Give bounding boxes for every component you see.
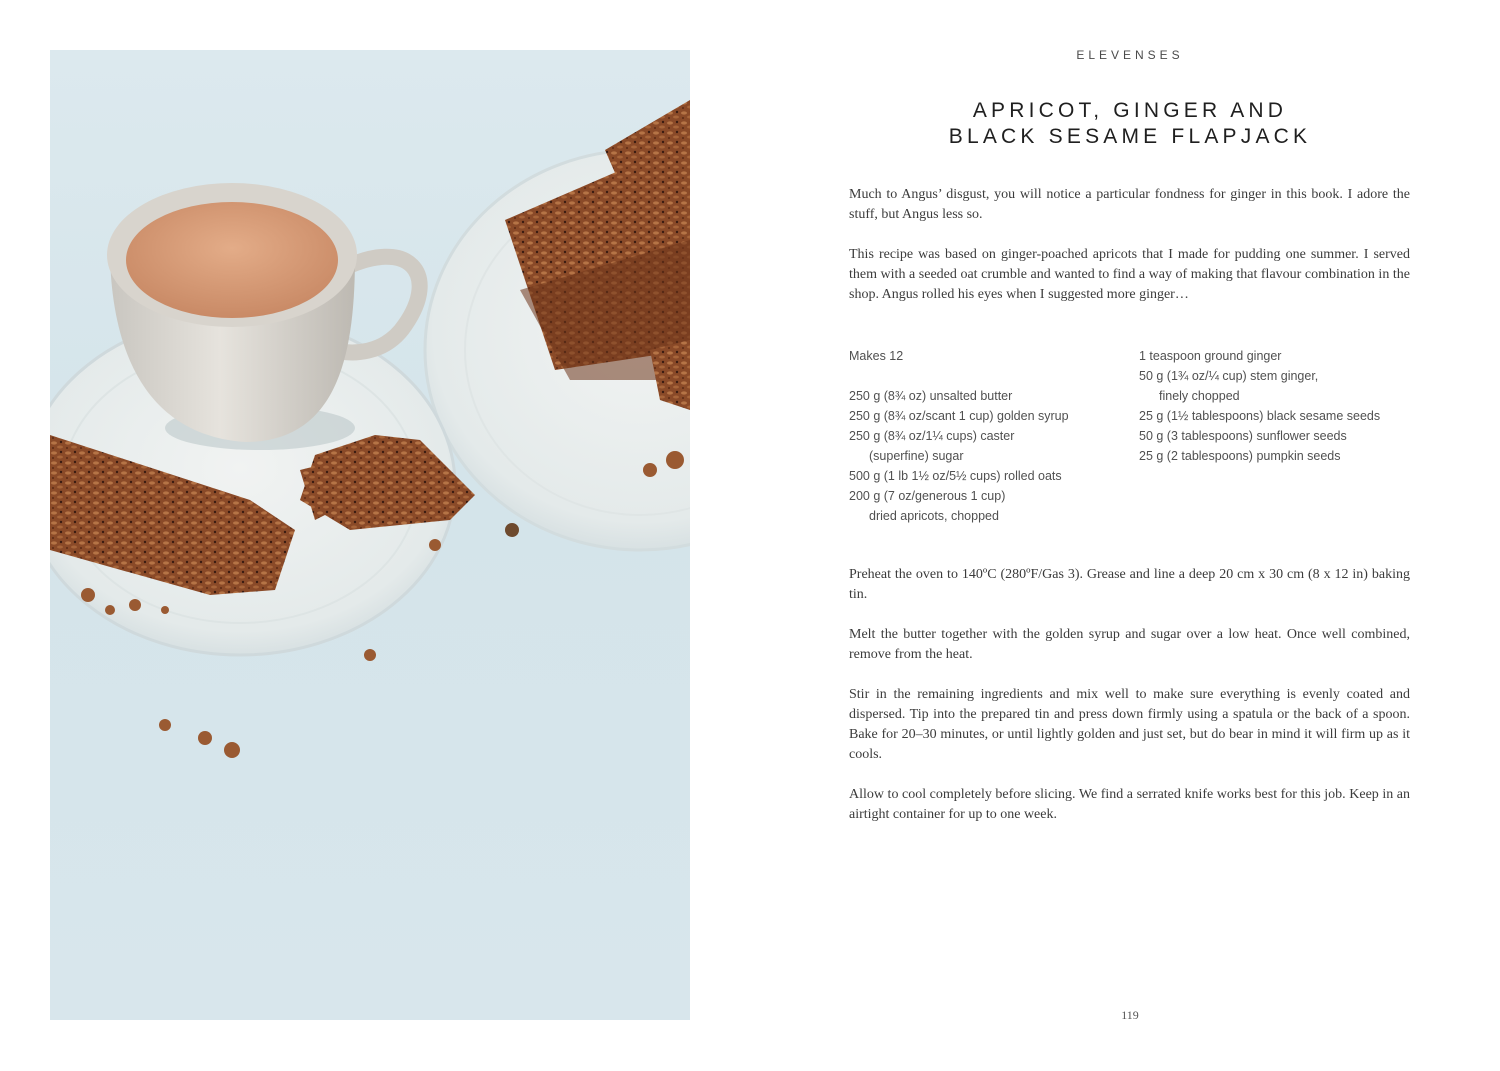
ingredient-line: 500 g (1 lb 1½ oz/5½ cups) rolled oats [849,469,1062,483]
ingredient-line: 250 g (8¾ oz) unsalted butter [849,389,1013,403]
ingredient-line: 200 g (7 oz/generous 1 cup) [849,489,1006,503]
recipe-title [850,98,1410,150]
ingredient-line: 250 g (8¾ oz/1¼ cups) caster [849,429,1015,443]
ingredient-line: (superfine) sugar [869,449,964,463]
method-step: Melt the butter together with the golden syrup and sugar over a low heat. Once well combined, remove from the heat. [849,627,1410,662]
yield-text: Makes 12 [849,349,904,363]
recipe-title-line-1: APRICOT, GINGER AND [972,99,1288,122]
page-number: 119 [1121,1008,1139,1022]
method-step: Preheat the oven to 140ºC (280ºF/Gas 3). Grease and line a deep 20 cm x 30 cm (8 x 12 in) baking tin. [849,567,1410,602]
ingredient-line: finely chopped [1159,389,1240,403]
recipe-title-line-2: BLACK SESAME FLAPJACK [948,125,1312,148]
ingredient-line: dried apricots, chopped [869,509,999,523]
intro-paragraph: Much to Angus’ disgust, you will notice a particular fondness for ginger in this book. I adore the stuff, but Angus less so. [849,187,1410,222]
ingredient-line: 50 g (3 tablespoons) sunflower seeds [1139,429,1347,443]
photo-illustration [50,50,690,1020]
recipe-photo [50,50,690,1020]
ingredient-line: 1 teaspoon ground ginger [1139,349,1282,363]
ingredient-line: 25 g (2 tablespoons) pumpkin seeds [1139,449,1341,463]
ingredient-line: 50 g (1¾ oz/¼ cup) stem ginger, [1139,369,1319,383]
method-step: Allow to cool completely before slicing. We find a serrated knife works best for this job. Keep in an airtight container for up to one week. [849,787,1410,822]
intro-paragraph: This recipe was based on ginger-poached apricots that I made for pudding one summer. I served them with a seeded oat crumble and wanted to find a way of making that flavour combination in the shop. Angus rolled his eyes when I suggested more ginger… [849,247,1410,302]
section-label: ELEVENSES [1076,48,1184,62]
method-text [849,565,1410,845]
intro-text [849,185,1410,325]
method-step: Stir in the remaining ingredients and mix well to make sure everything is evenly coated and dispersed. Tip into the prepared tin and press down firmly using a spatula or the back of a spoon. Bake for 20–30 minutes, or until lightly golden and just set, but do bear in mind it will firm up as it cools. [849,687,1410,762]
ingredients-column-right [1139,346,1419,466]
ingredient-line: 25 g (1½ tablespoons) black sesame seeds [1139,409,1381,423]
ingredient-line: 250 g (8¾ oz/scant 1 cup) golden syrup [849,409,1069,423]
ingredients-column-left [849,346,1129,526]
tea [126,202,338,318]
